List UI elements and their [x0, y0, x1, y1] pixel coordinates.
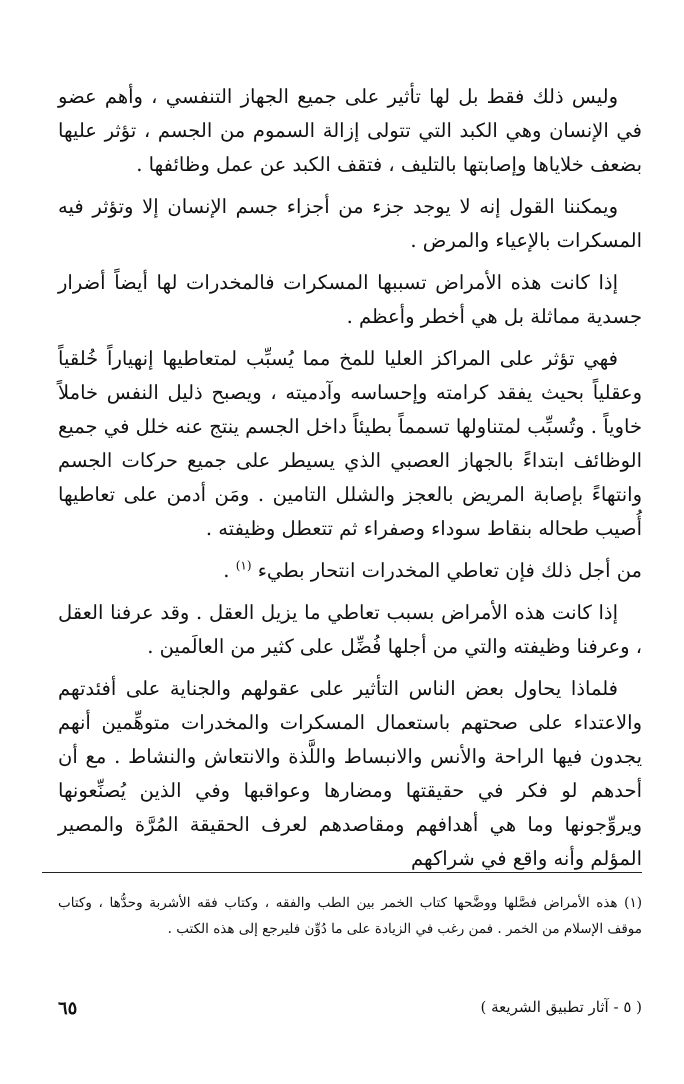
paragraph-5-text: من أجل ذلك فإن تعاطي المخدرات انتحار بطيء [257, 559, 642, 582]
paragraph-5: من أجل ذلك فإن تعاطي المخدرات انتحار بطيء $^{(١)}$ . [223, 558, 642, 582]
paragraph-2: ويمكننا القول إنه لا يوجد جزء من أجزاء جسم الإنسان إلا وتؤثر فيه المسكرات بالإعياء والمرض . [58, 195, 642, 252]
paragraph-4: فهي تؤثر على المراكز العليا للمخ مما يُسبِّب لمتعاطيها إنهياراً خُلقياً وعقلياً بحيث يفقد كرامته وإحساسه وآدميته ، ويصبح ذليل النفس خاملاً خاوياً . وتُسبِّب لمتناولها تسمماً بطيئاً داخل الجسم ينتج عنه خلل في جميع الوظائف ابتداءً بالجهاز العصبي الذي يسيطر على جميع حركات الجسم وانتهاءً بإصابة المريض بالعجز والشلل التامين . ومَن أدمن على تعاطيها أُصيب طحاله بنقاط سوداء وصفراء ثم تتعطل وظيفته . [58, 347, 642, 540]
footnote-marker: (١) [235, 558, 252, 573]
paragraph-1: وليس ذلك فقط بل لها تأثير على جميع الجهاز التنفسي ، وأهم عضو في الإنسان وهي الكبد التي تتولى إزالة السموم من الجسم ، تؤثر عليها بضعف خلاياها وإصابتها بالتليف ، فتقف الكبد عن عمل وظائفها . [58, 85, 642, 176]
page-number: ٦٥ [58, 998, 78, 1019]
footnote: (١) هذه الأمراض فصَّلها ووضَّحها كتاب الخمر بين الطب والفقه ، وكتاب فقه الأشربة وحدُّها ، وكتاب موقف الإسلام من الخمر . فمن رغب في الزيادة على ما دُوِّن فليرجع إلى هذه الكتب . [58, 895, 642, 937]
footnote-divider [42, 872, 642, 873]
paragraph-6: إذا كانت هذه الأمراض بسبب تعاطي ما يزيل العقل . وقد عرفنا العقل ، وعرفنا وظيفته والتي من أجلها فُضِّل على كثير من العالَمين . [58, 601, 642, 658]
paragraph-3: إذا كانت هذه الأمراض تسببها المسكرات فالمخدرات لها أيضاً أضرار جسدية مماثلة بل هي أخطر وأعظم . [58, 271, 642, 328]
running-title: ( ٥ - آثار تطبيق الشريعة ) [480, 998, 642, 1016]
page-footer [58, 998, 642, 1019]
paragraph-7: فلماذا يحاول بعض الناس التأثير على عقولهم والجناية على أفئدتهم والاعتداء على صحتهم باستعمال المسكرات والمخدرات متوهِّمين أنهم يجدون فيها الراحة والأنس والانبساط واللَّذة والانتعاش والنشاط . مع أن أحدهم لو فكر في حقيقتها ومضارها وعواقبها وفي الذين يُصنِّعونها ويروِّجونها وما هي أهدافهم ومقاصدهم لعرف الحقيقة المُرَّة والمصير المؤلم وأنه واقع في شراكهم [58, 677, 642, 870]
main-text [58, 80, 642, 884]
